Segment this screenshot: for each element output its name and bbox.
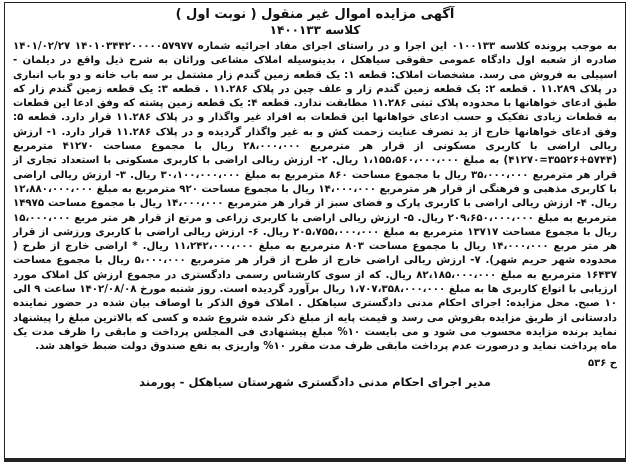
signature-line: مدیر اجرای احکام مدنی دادگستری شهرستان سیاهکل - پورمند [139, 374, 491, 389]
bottom-divider [5, 458, 625, 461]
notice-body: به موجب پرونده کلاسه ۰۱۰۰۱۳۳ این اجرا و در راستای اجرای مفاد اجرائیه شماره ۱۴۰۱۰۳۴۴۲۰۰۰۰۰۵۷۹۷۷ ۱۴۰۱/۰۲/۲۷ صادره از شعبه اول دادگاه عمومی حقوقی سیاهکل ، بدینوسیله املاک مشاعی وراثان به شرح ذیل واقع در دیلمان - اسپیلی به فروش می رسد. مشخصات املاک: قطعه ۱: یک قطعه زمین گندم زار مشتمل بر سه باب خانه و دو باب انباری در پلاک ۱۱.۲۸۹ . قطعه ۲: یک قطعه زمین گندم زار و علف چین در پلاک ۱۱.۲۸۶ . قطعه ۳: یک قطعه زمین گندم زار که طبق ادعای خواهانها با محدوده پلاک ثبتی ۱۱.۲۸۶ مطابقت ندارد. قطعه ۴: یک قطعه زمین پشته که وفق ادعا این قطعات به قطعات زیادی تفکیک و حسب ادعای خواهانها این قطعات به افراد غیر واگذار و در پلاک ۱۱.۲۸۶ قرار دارد. قطعه ۵: وفق ادعای خواهانها خارج از ید تصرف عنایت زحمت کش و به غیر واگذار گردیده و در پلاک ۱۱.۲۸۶ قرار دارد. ۱- ارزش ریالی اراضی با کاربری مسکونی از قرار هر مترمربع ۲۸،۰۰۰،۰۰۰ ریال با مجموع مساحت ۴۱۲۷۰ مترمربع (۵۷۴۴+۳۵۵۲۶=۴۱۲۷۰) به مبلغ ۱،۱۵۵،۵۶۰،۰۰۰،۰۰۰ ریال. ۲- ارزش ریالی اراضی با کاربری مسکونی با استعداد تجاری از قرار هر مترمربع ۳۵،۰۰۰،۰۰۰ ریال با مجموع مساحت ۸۶۰ مترمربع به مبلغ ۳۰،۱۰۰،۰۰۰،۰۰۰ ریال. ۳- ارزش ریالی اراضی با کاربری مذهبی و فرهنگی از قرار هر مترمربع ۱۴،۰۰۰،۰۰۰ ریال با مجموع مساحت ۹۲۰ مترمربع به مبلغ ۱۲،۸۸۰،۰۰۰،۰۰۰ ریال. ۴- ارزش ریالی اراضی با کاربری پارک و فضای سبز از قرار هر مترمربع ۱۴،۰۰۰،۰۰۰ ریال با مجموع مساحت ۱۴۹۷۵ مترمربع به مبلغ ۲۰۹،۶۵۰،۰۰۰،۰۰۰ ریال. ۵- ارزش ریالی اراضی با کاربری زراعی و مرتع از قرار هر متر مربع ۱۵،۰۰۰،۰۰۰ ریال با مجموع مساحت ۱۳۷۱۷ مترمربع به مبلغ ۲۰۵،۷۵۵،۰۰۰،۰۰۰ ریال. ۶- ارزش ریالی اراضی با کاربری ورزشی از قرار هر متر مربع ۱۴،۰۰۰،۰۰۰ ریال با مجموع مساحت ۸۰۳ مترمربع به مبلغ ۱۱،۲۴۲،۰۰۰،۰۰۰ ریال. * اراضی خارج از طرح ( محدوده شهر حریم شهر). ۷- ارزش ریالی اراضی خارج از طرح از قرار هر مترمربع ۵،۰۰۰،۰۰۰ ریال با مجموع مساحت ۱۶۴۳۷ مترمربع به مبلغ ۸۲،۱۸۵،۰۰۰،۰۰۰ ریال. که از سوی کارشناس رسمی دادگستری در مجموع ارزش کل املاک مورد ارزیابی با انواع کاربری ها به مبلغ ۱،۷۰۷،۳۵۸،۰۰۰،۰۰۰ ریال برآورد گردیده است. روز شنبه مورخ ۱۴۰۲/۰۸/۰۸ ساعت ۹ الی ۱۰ صبح. محل مزایده: اجرای احکام مدنی دادگستری سیاهکل . املاک فوق الذکر با اوصاف بیان شده در حضور نماینده دادستانی از طریق مزایده بفروش می رسد و قیمت پایه از مبلغ ذکر شده شروع شده و کسی که بالاترین مبلغ را پیشنهاد نماید برنده مزایده محسوب می شود و می بایست ۱۰% مبلغ پیشنهادی فی المجلس پرداخت و مابقی را ظرف مدت یک ماه پرداخت نماید و درصورت عدم پرداخت مابقی ظرف مدت مقرر ۱۰% واریزی به نفع صندوق دولت ضبط خواهد شد. [13, 41, 618, 353]
case-number: کلاسه ۱۴۰۰۱۳۳ [269, 23, 361, 37]
auction-notice [4, 2, 626, 462]
reference-code: ح ۵۳۶ [587, 357, 617, 369]
notice-title: آگهی مزایده اموال غیر منقول ( نوبت اول ) [175, 7, 455, 22]
